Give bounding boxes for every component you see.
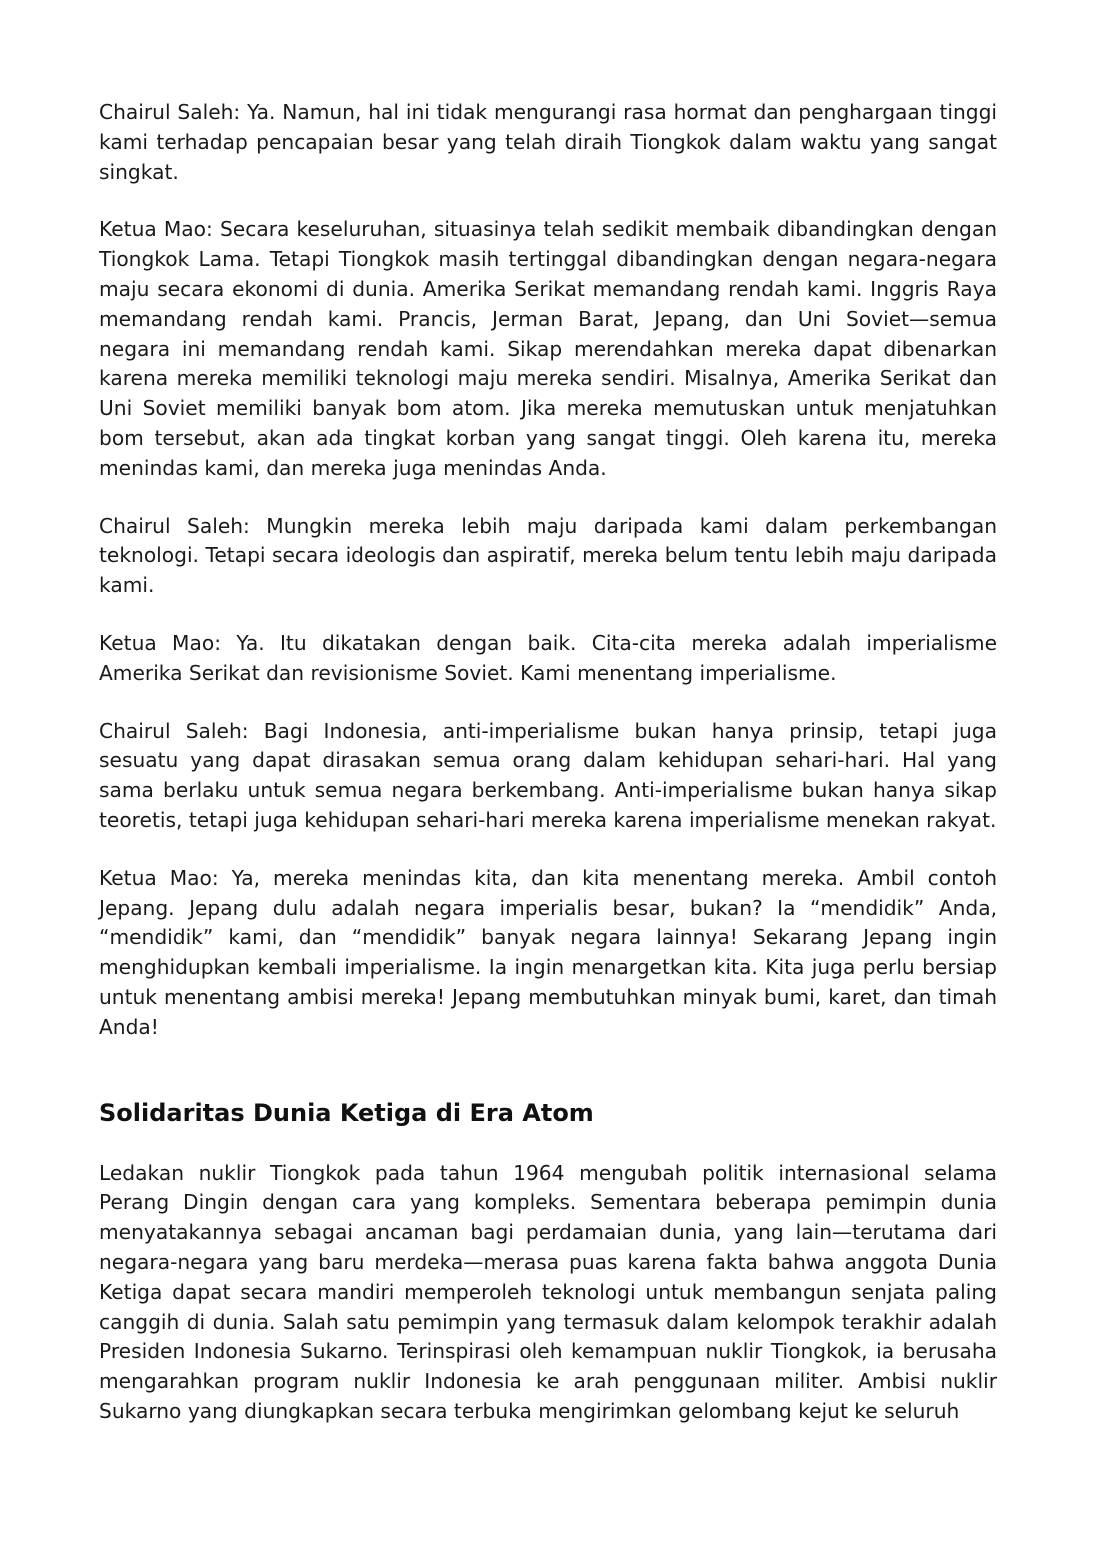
paragraph-section-body: Ledakan nuklir Tiongkok pada tahun 1964 mengubah politik internasional selama Perang Dingin dengan cara yang kompleks. Sementara beberapa pemimpin dunia menyatakannya sebagai ancaman bagi perdamaian dunia, yang lain—terutama dari negara-negara yang baru merdeka—merasa puas karena fakta bahwa anggota Dunia Ketiga dapat secara mandiri memperoleh teknologi untuk membangun senjata paling canggih di dunia. Salah satu pemimpin yang termasuk dalam kelompok terakhir adalah Presiden Indonesia Sukarno. Terinspirasi oleh kemampuan nuklir Tiongkok, ia berusaha mengarahkan program nuklir Indonesia ke arah penggunaan militer. Ambisi nuklir Sukarno yang diungkapkan secara terbuka mengirimkan gelombang kejut ke seluruh xyxy=(99,1160,997,1423)
paragraph-chairul-saleh-3: Chairul Saleh: Bagi Indonesia, anti-imperialisme bukan hanya prinsip, tetapi juga sesuatu yang dapat dirasakan semua orang dalam kehidupan sehari-hari. Hal yang sama berlaku untuk semua negara berkembang. Anti-imperialisme bukan hanya sikap teoretis, tetapi juga kehidupan sehari-hari mereka karena imperialisme menekan rakyat. xyxy=(99,718,997,832)
paragraph-chairul-saleh-1: Chairul Saleh: Ya. Namun, hal ini tidak mengurangi rasa hormat dan penghargaan tinggi kami terhadap pencapaian besar yang telah diraih Tiongkok dalam waktu yang sangat singkat. xyxy=(99,100,997,184)
paragraph-ketua-mao-1: Ketua Mao: Secara keseluruhan, situasinya telah sedikit membaik dibandingkan dengan Tiongkok Lama. Tetapi Tiongkok masih tertinggal dibandingkan dengan negara-negara maju secara ekonomi di dunia. Amerika Serikat memandang rendah kami. Inggris Raya memandang rendah kami. Prancis, Jerman Barat, Jepang, dan Uni Soviet—semua negara ini memandang rendah kami. Sikap merendahkan mereka dapat dibenarkan karena mereka memiliki teknologi maju mereka sendiri. Misalnya, Amerika Serikat dan Uni Soviet memiliki banyak bom atom. Jika mereka memutuskan untuk menjatuhkan bom tersebut, akan ada tingkat korban yang sangat tinggi. Oleh karena itu, mereka menindas kami, dan mereka juga menindas Anda. xyxy=(99,217,997,480)
section-heading: Solidaritas Dunia Ketiga di Era Atom xyxy=(99,1098,594,1127)
paragraph-ketua-mao-3: Ketua Mao: Ya, mereka menindas kita, dan kita menentang mereka. Ambil contoh Jepang. Jepang dulu adalah negara imperialis besar, bukan? Ia “mendidik” Anda, “mendidik” kami, dan “mendidik” banyak negara lainnya! Sekarang Jepang ingin menghidupkan kembali imperialisme. Ia ingin menargetkan kita. Kita juga perlu bersiap untuk menentang ambisi mereka! Jepang membutuhkan minyak bumi, karet, dan timah Anda! xyxy=(99,865,997,1039)
document-page xyxy=(99,98,997,1455)
paragraph-ketua-mao-2: Ketua Mao: Ya. Itu dikatakan dengan baik. Cita-cita mereka adalah imperialisme Amerika Serikat dan revisionisme Soviet. Kami menentang imperialisme. xyxy=(99,630,997,685)
paragraph-chairul-saleh-2: Chairul Saleh: Mungkin mereka lebih maju daripada kami dalam perkembangan teknologi. Tetapi secara ideologis dan aspiratif, mereka belum tentu lebih maju daripada kami. xyxy=(99,513,997,598)
